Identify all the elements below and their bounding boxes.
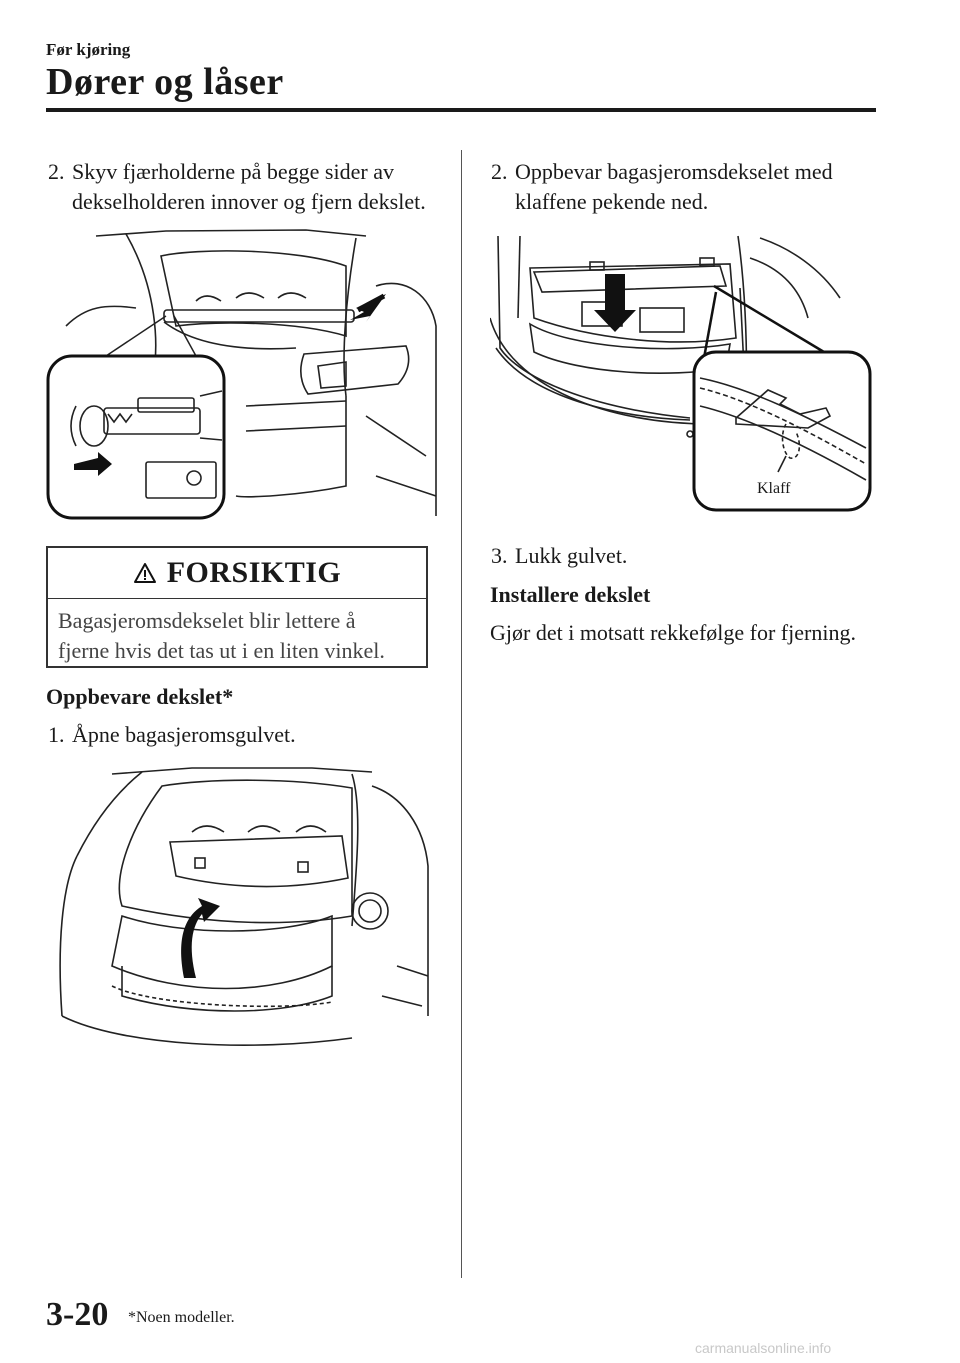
klaff-label: Klaff xyxy=(757,480,791,497)
step-text: klaffene pekende ned. xyxy=(515,189,709,214)
column-divider xyxy=(461,150,462,1278)
step-number: 2. xyxy=(48,159,65,184)
watermark: carmanualsonline.info xyxy=(695,1340,832,1356)
step-number: 3. xyxy=(491,543,508,568)
step-text: Skyv fjærholderne på begge sider av xyxy=(72,159,394,184)
caution-box xyxy=(46,546,428,668)
page-title: Dører og låser xyxy=(46,61,284,103)
step-number: 2. xyxy=(491,159,508,184)
step-text: Lukk gulvet. xyxy=(515,543,628,568)
install-text: Gjør det i motsatt rekkefølge for fjerning. xyxy=(490,620,856,645)
caution-heading: FORSIKTIG xyxy=(166,556,342,589)
caution-line: fjerne hvis det tas ut i en liten vinkel. xyxy=(58,638,385,663)
footnote: *Noen modeller. xyxy=(128,1309,235,1326)
title-rule xyxy=(46,108,876,112)
subheading-storage: Oppbevare dekslet* xyxy=(46,684,234,709)
illustration-store-cover xyxy=(490,228,874,514)
illustration-remove-cover xyxy=(46,226,438,522)
step-text: Oppbevar bagasjeromsdekselet med xyxy=(515,159,833,184)
caution-rule xyxy=(48,598,426,599)
caution-text xyxy=(58,606,424,666)
illustration-open-floor xyxy=(52,766,434,1056)
step-number: 1. xyxy=(48,722,65,747)
page-number: 3-20 xyxy=(46,1296,109,1333)
step-text: Åpne bagasjeromsgulvet. xyxy=(72,722,296,747)
warning-triangle-icon xyxy=(133,562,157,584)
subheading-install: Installere dekslet xyxy=(490,582,651,607)
caution-line: Bagasjeromsdekselet blir lettere å xyxy=(58,608,356,633)
section-label: Før kjøring xyxy=(46,40,131,59)
step-text: dekselholderen innover og fjern dekslet. xyxy=(72,189,426,214)
caution-heading-row xyxy=(48,548,426,598)
